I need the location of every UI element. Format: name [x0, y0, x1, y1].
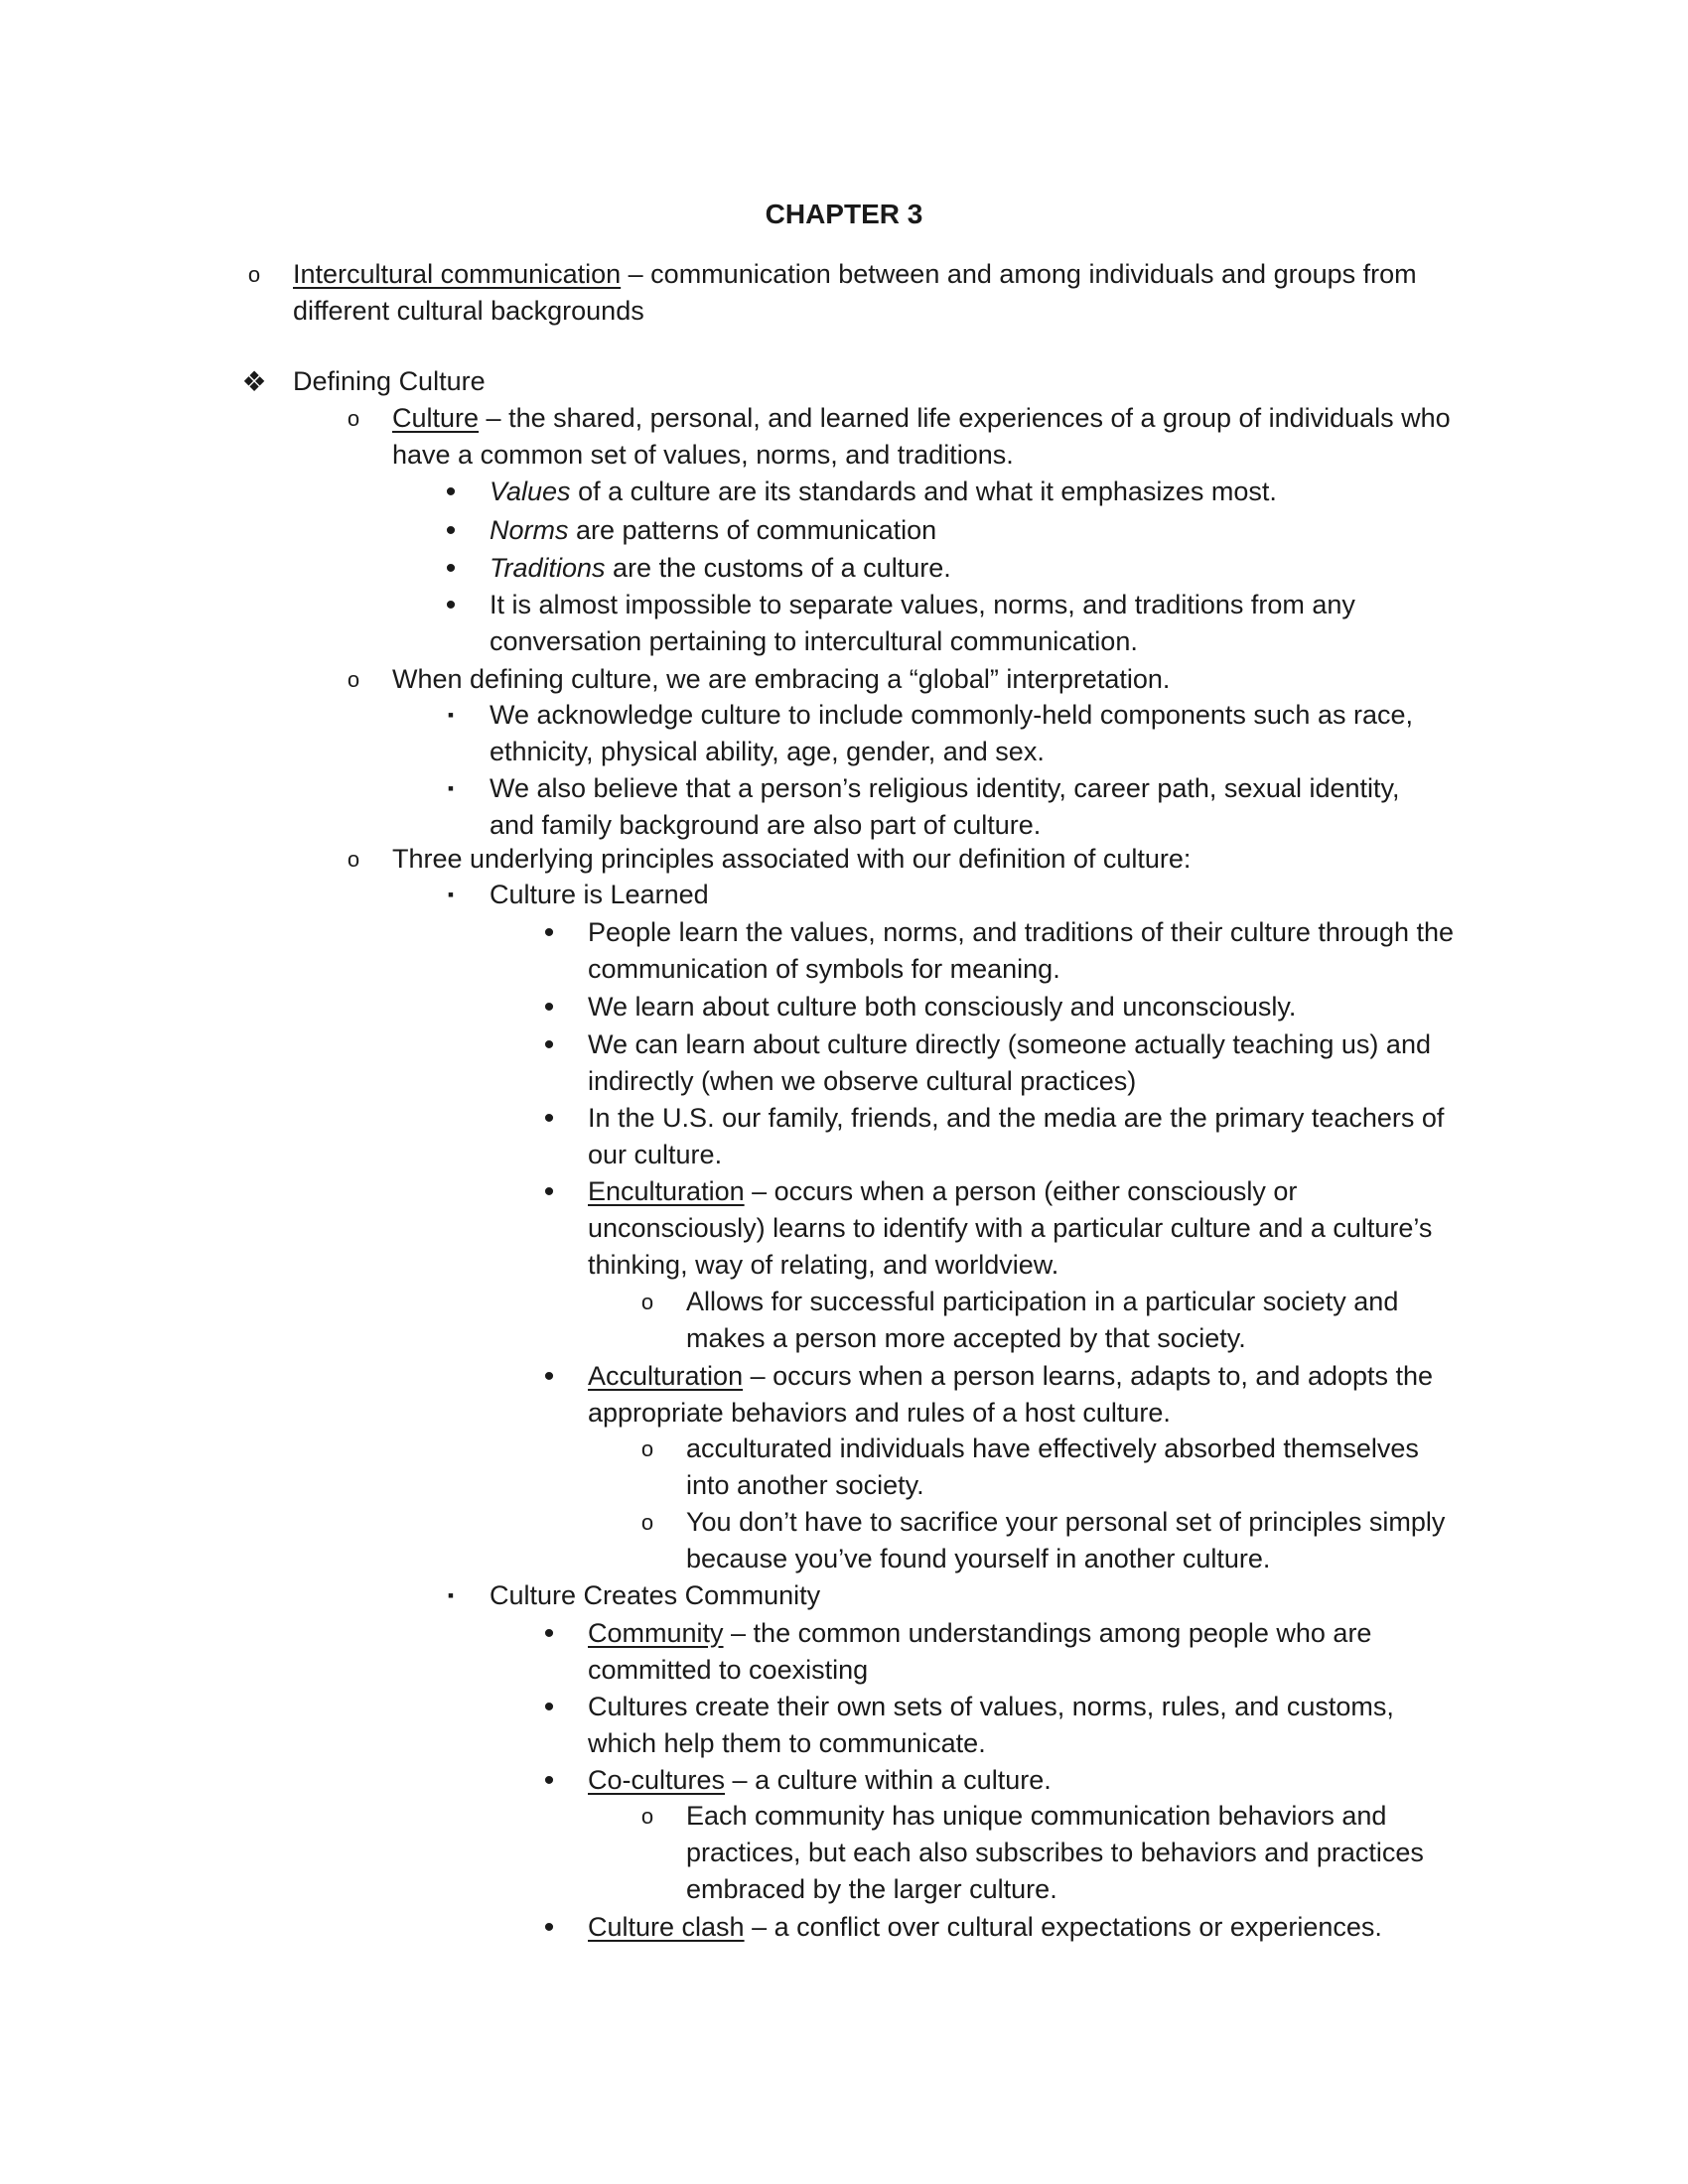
- list-item: o acculturated individuals have effectively absorbed themselves into another society.: [686, 1431, 1500, 1504]
- term: Acculturation: [588, 1361, 744, 1391]
- list-item: • Co-cultures – a culture within a culture.: [588, 1762, 1501, 1799]
- list-item: ▪ Culture is Learned: [490, 877, 1482, 913]
- dot-bullet-icon: •: [543, 991, 555, 1024]
- dot-bullet-icon: •: [445, 476, 457, 508]
- list-item: • Traditions are the customs of a culture.: [490, 550, 1482, 587]
- list-item: • Culture clash – a conflict over cultural expectations or experiences.: [588, 1909, 1501, 1946]
- circle-bullet-icon: o: [347, 406, 360, 431]
- dot-bullet-icon: •: [543, 1360, 555, 1393]
- circle-bullet-icon: o: [247, 262, 261, 287]
- list-item: o When defining culture, we are embracing a “global” interpretation.: [392, 661, 1484, 698]
- list-item: ▪ Culture Creates Community: [490, 1577, 1482, 1614]
- list-item: ▪ We also believe that a person’s religious identity, career path, sexual identity, and family background are also part of culture.: [490, 770, 1482, 844]
- dot-bullet-icon: •: [543, 1102, 555, 1135]
- list-item: • We can learn about culture directly (someone actually teaching us) and indirectly (when we observe cultural practices): [588, 1026, 1501, 1100]
- circle-bullet-icon: o: [640, 1290, 654, 1314]
- term: Intercultural communication: [293, 259, 622, 289]
- list-item: • People learn the values, norms, and traditions of their culture through the communication of symbols for meaning.: [588, 914, 1501, 988]
- dot-bullet-icon: •: [543, 1175, 555, 1208]
- dot-bullet-icon: •: [445, 552, 457, 585]
- dot-bullet-icon: •: [445, 514, 457, 547]
- list-item: • We learn about culture both consciously and unconsciously.: [588, 989, 1501, 1025]
- dot-bullet-icon: •: [543, 1617, 555, 1650]
- list-item: • Community – the common understandings among people who are committed to coexisting: [588, 1615, 1501, 1689]
- list-item: • Values of a culture are its standards and what it emphasizes most.: [490, 474, 1482, 510]
- square-bullet-icon: ▪: [447, 1585, 455, 1605]
- square-bullet-icon: ▪: [447, 778, 455, 798]
- list-item: o Intercultural communication – communication between and among individuals and groups from different cultural backgrounds: [293, 256, 1484, 330]
- dot-bullet-icon: •: [543, 1911, 555, 1944]
- circle-bullet-icon: o: [640, 1804, 654, 1829]
- diamond-bullet-icon: ❖: [241, 366, 267, 397]
- list-item: o Culture – the shared, personal, and learned life experiences of a group of individuals who have a common set of values, norms, and traditions.: [392, 400, 1484, 474]
- term: Community: [588, 1618, 724, 1648]
- circle-bullet-icon: o: [640, 1510, 654, 1535]
- square-bullet-icon: ▪: [447, 885, 455, 904]
- term: Co-cultures: [588, 1765, 726, 1795]
- list-item: • Cultures create their own sets of values, norms, rules, and customs, which help them to communicate.: [588, 1689, 1501, 1762]
- circle-bullet-icon: o: [347, 667, 360, 692]
- list-item: • Acculturation – occurs when a person learns, adapts to, and adopts the appropriate behaviors and rules of a host culture.: [588, 1358, 1501, 1432]
- dot-bullet-icon: •: [543, 1691, 555, 1723]
- dot-bullet-icon: •: [445, 589, 457, 621]
- list-item: o Each community has unique communication behaviors and practices, but each also subscribes to behaviors and practices embraced by the larger culture.: [686, 1798, 1500, 1908]
- circle-bullet-icon: o: [347, 847, 360, 872]
- list-item: o Allows for successful participation in a particular society and makes a person more accepted by that society.: [686, 1284, 1500, 1357]
- list-item: • In the U.S. our family, friends, and the media are the primary teachers of our culture.: [588, 1100, 1501, 1173]
- square-bullet-icon: ▪: [447, 705, 455, 725]
- circle-bullet-icon: o: [640, 1436, 654, 1461]
- dot-bullet-icon: •: [543, 916, 555, 949]
- term: Enculturation: [588, 1176, 745, 1206]
- chapter-title: CHAPTER 3: [765, 199, 923, 229]
- list-item: o You don’t have to sacrifice your personal set of principles simply because you’ve found yourself in another culture.: [686, 1504, 1500, 1577]
- list-item: • Norms are patterns of communication: [490, 512, 1482, 549]
- dot-bullet-icon: •: [543, 1028, 555, 1061]
- list-item: ▪ We acknowledge culture to include commonly-held components such as race, ethnicity, physical ability, age, gender, and sex.: [490, 697, 1482, 770]
- list-item: • It is almost impossible to separate values, norms, and traditions from any conversation pertaining to intercultural communication.: [490, 587, 1482, 660]
- term: Culture clash: [588, 1912, 745, 1942]
- dot-bullet-icon: •: [543, 1764, 555, 1797]
- term: Culture: [392, 403, 480, 433]
- list-item: o Three underlying principles associated with our definition of culture:: [392, 841, 1484, 878]
- section-heading: ❖ Defining Culture: [293, 363, 1484, 400]
- list-item: • Enculturation – occurs when a person (either consciously or unconsciously) learns to identify with a particular culture and a culture’s thinking, way of relating, and worldview.: [588, 1173, 1501, 1284]
